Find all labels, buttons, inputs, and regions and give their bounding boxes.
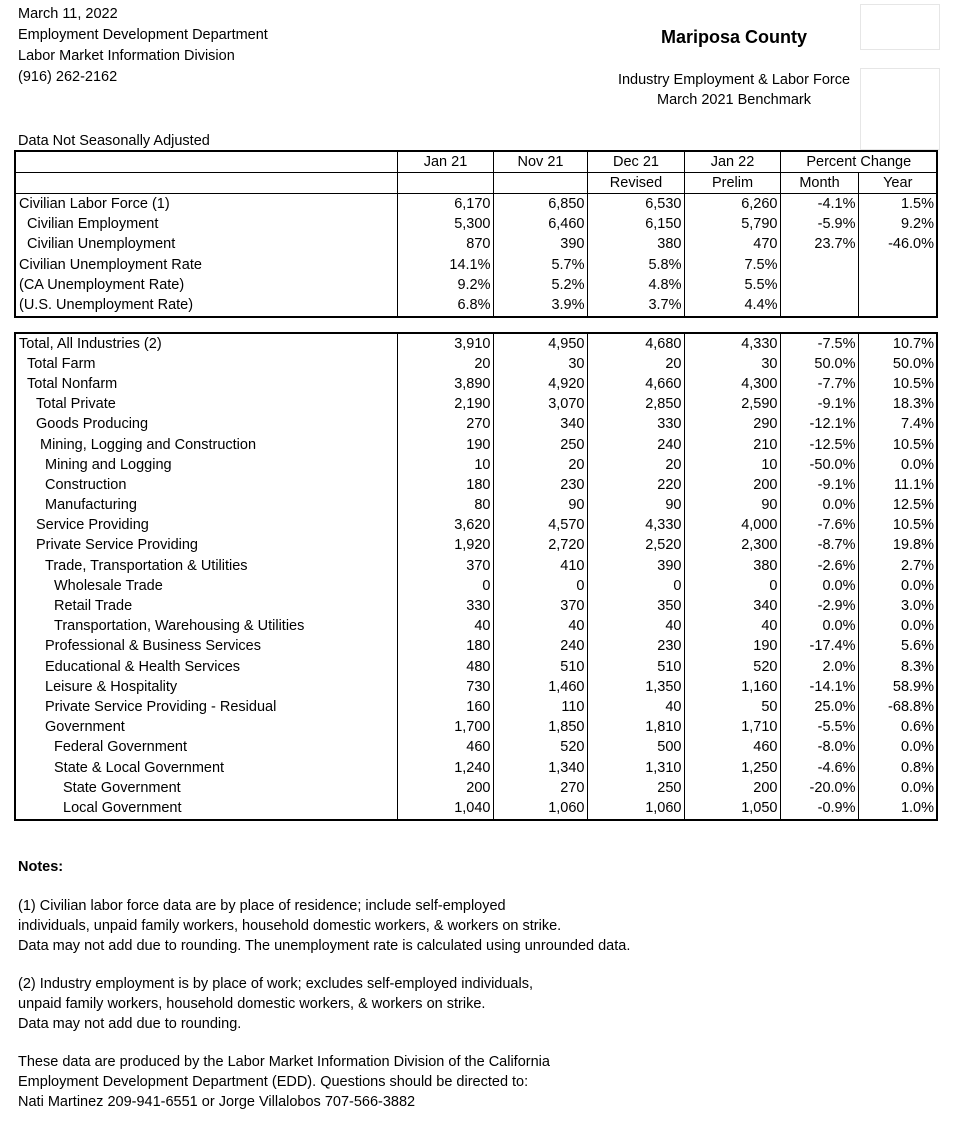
phone-number: (916) 262-2162 xyxy=(18,69,118,85)
row-label: Wholesale Trade xyxy=(15,576,397,596)
cell-year: 8.3% xyxy=(858,657,937,677)
cell-dec21: 4.8% xyxy=(587,275,684,295)
cell-year: 12.5% xyxy=(858,496,937,516)
note-1-line: individuals, unpaid family workers, household domestic workers, & workers on strike. xyxy=(18,918,562,934)
row-label: Manufacturing xyxy=(15,496,397,516)
col-jan21-sub xyxy=(397,173,493,194)
cell-jan22: 90 xyxy=(684,496,780,516)
report-date: March 11, 2022 xyxy=(18,6,118,22)
cell-dec21: 330 xyxy=(587,415,684,435)
col-nov21-sub xyxy=(493,173,587,194)
cell-month: 2.0% xyxy=(780,657,858,677)
row-label: Civilian Unemployment Rate xyxy=(15,255,397,275)
cell-dec21: 380 xyxy=(587,235,684,255)
cell-jan21: 10 xyxy=(397,455,493,475)
labor-force-row xyxy=(15,295,937,316)
cell-jan22: 460 xyxy=(684,738,780,758)
cell-nov21: 4,920 xyxy=(493,374,587,394)
cell-year: 0.0% xyxy=(858,738,937,758)
cell-dec21: 350 xyxy=(587,596,684,616)
cell-year: 50.0% xyxy=(858,354,937,374)
cell-year: 0.8% xyxy=(858,758,937,778)
cell-jan22: 1,710 xyxy=(684,718,780,738)
cell-jan21: 160 xyxy=(397,697,493,717)
industry-row xyxy=(15,516,937,536)
cell-nov21: 1,850 xyxy=(493,718,587,738)
cell-jan22: 290 xyxy=(684,415,780,435)
labor-force-row xyxy=(15,255,937,275)
cell-year: 7.4% xyxy=(858,415,937,435)
cell-year: 1.5% xyxy=(858,194,937,215)
industry-row xyxy=(15,738,937,758)
cell-month: -8.7% xyxy=(780,536,858,556)
cell-jan22: 1,160 xyxy=(684,677,780,697)
cell-nov21: 90 xyxy=(493,496,587,516)
cell-jan22: 470 xyxy=(684,235,780,255)
cell-dec21: 1,350 xyxy=(587,677,684,697)
cell-dec21: 250 xyxy=(587,778,684,798)
cell-month: 50.0% xyxy=(780,354,858,374)
cell-year xyxy=(858,255,937,275)
cell-jan21: 3,620 xyxy=(397,516,493,536)
cell-nov21: 5.7% xyxy=(493,255,587,275)
cell-dec21: 6,530 xyxy=(587,194,684,215)
cell-jan22: 340 xyxy=(684,596,780,616)
cell-jan22: 5,790 xyxy=(684,215,780,235)
county-title: Mariposa County xyxy=(660,27,807,47)
cell-year: 5.6% xyxy=(858,637,937,657)
cell-dec21: 2,850 xyxy=(587,395,684,415)
industry-row xyxy=(15,657,937,677)
cell-jan22: 1,050 xyxy=(684,798,780,819)
cell-month: -12.1% xyxy=(780,415,858,435)
cell-year: 0.0% xyxy=(858,455,937,475)
industry-row xyxy=(15,596,937,616)
cell-jan21: 3,910 xyxy=(397,333,493,354)
cell-month: -7.7% xyxy=(780,374,858,394)
cell-jan21: 190 xyxy=(397,435,493,455)
row-label: Total Nonfarm xyxy=(15,374,397,394)
cell-month: -8.0% xyxy=(780,738,858,758)
cell-jan21: 0 xyxy=(397,576,493,596)
cell-dec21: 4,680 xyxy=(587,333,684,354)
cell-jan21: 20 xyxy=(397,354,493,374)
cell-jan22: 10 xyxy=(684,455,780,475)
agency-header xyxy=(18,4,268,88)
cell-jan21: 5,300 xyxy=(397,215,493,235)
cell-nov21: 240 xyxy=(493,637,587,657)
cell-dec21: 500 xyxy=(587,738,684,758)
notes-title: Notes: xyxy=(18,859,64,875)
col-year: Year xyxy=(858,173,937,194)
industry-row xyxy=(15,475,937,495)
col-jan22-sub: Prelim xyxy=(684,173,780,194)
industry-row xyxy=(15,758,937,778)
industry-row xyxy=(15,395,937,415)
row-label: Federal Government xyxy=(15,738,397,758)
cell-nov21: 370 xyxy=(493,596,587,616)
industry-employment-table xyxy=(14,332,938,821)
cell-jan21: 3,890 xyxy=(397,374,493,394)
note-1-line: Data may not add due to rounding. The unemployment rate is calculated using unrounded data. xyxy=(18,938,631,954)
industry-row xyxy=(15,677,937,697)
cell-dec21: 4,660 xyxy=(587,374,684,394)
cell-jan21: 460 xyxy=(397,738,493,758)
cell-jan22: 4,300 xyxy=(684,374,780,394)
contact-line: These data are produced by the Labor Market Information Division of the California xyxy=(18,1054,550,1070)
cell-year: 10.5% xyxy=(858,435,937,455)
cell-jan21: 870 xyxy=(397,235,493,255)
note-1-line: (1) Civilian labor force data are by place of residence; include self-employed xyxy=(18,898,506,914)
seasonal-adjustment-note: Data Not Seasonally Adjusted xyxy=(18,133,210,149)
cell-month xyxy=(780,295,858,316)
labor-force-row xyxy=(15,215,937,235)
cell-dec21: 20 xyxy=(587,354,684,374)
industry-row xyxy=(15,778,937,798)
industry-row xyxy=(15,798,937,819)
notes-section xyxy=(18,856,938,1112)
cell-month: -14.1% xyxy=(780,677,858,697)
cell-jan21: 1,700 xyxy=(397,718,493,738)
cell-year: 10.5% xyxy=(858,374,937,394)
cell-month: -5.5% xyxy=(780,718,858,738)
cell-jan21: 370 xyxy=(397,556,493,576)
col-dec21-sub: Revised xyxy=(587,173,684,194)
cell-nov21: 40 xyxy=(493,617,587,637)
row-label: Retail Trade xyxy=(15,596,397,616)
col-dec21: Dec 21 xyxy=(587,151,684,173)
cell-jan21: 9.2% xyxy=(397,275,493,295)
cell-year: 58.9% xyxy=(858,677,937,697)
cell-jan22: 1,250 xyxy=(684,758,780,778)
cell-jan21: 180 xyxy=(397,475,493,495)
cell-jan21: 6.8% xyxy=(397,295,493,316)
cell-dec21: 390 xyxy=(587,556,684,576)
cell-jan22: 200 xyxy=(684,475,780,495)
cell-month: -12.5% xyxy=(780,435,858,455)
cell-jan22: 4,330 xyxy=(684,333,780,354)
cell-jan22: 2,590 xyxy=(684,395,780,415)
cell-dec21: 220 xyxy=(587,475,684,495)
industry-row xyxy=(15,617,937,637)
cell-year: -68.8% xyxy=(858,697,937,717)
cell-jan22: 210 xyxy=(684,435,780,455)
note-1 xyxy=(18,896,938,956)
labor-force-row xyxy=(15,275,937,295)
cell-month: -0.9% xyxy=(780,798,858,819)
contact-line: Nati Martinez 209-941-6551 or Jorge Villalobos 707-566-3882 xyxy=(18,1094,416,1110)
industry-row xyxy=(15,496,937,516)
cell-month: -20.0% xyxy=(780,778,858,798)
cell-nov21: 30 xyxy=(493,354,587,374)
contact-info xyxy=(18,1052,938,1112)
cell-month: -50.0% xyxy=(780,455,858,475)
cell-year: 0.0% xyxy=(858,617,937,637)
cell-jan21: 1,040 xyxy=(397,798,493,819)
row-label: Local Government xyxy=(15,798,397,819)
row-label: Professional & Business Services xyxy=(15,637,397,657)
col-jan21: Jan 21 xyxy=(397,151,493,173)
industry-row xyxy=(15,718,937,738)
row-label: Private Service Providing - Residual xyxy=(15,697,397,717)
cell-year: 0.0% xyxy=(858,576,937,596)
cell-dec21: 1,310 xyxy=(587,758,684,778)
row-label: Trade, Transportation & Utilities xyxy=(15,556,397,576)
contact-line: Employment Development Department (EDD). Questions should be directed to: xyxy=(18,1074,529,1090)
cell-jan22: 7.5% xyxy=(684,255,780,275)
industry-row xyxy=(15,354,937,374)
cell-year: 10.7% xyxy=(858,333,937,354)
row-label: Educational & Health Services xyxy=(15,657,397,677)
cell-jan22: 6,260 xyxy=(684,194,780,215)
cell-nov21: 340 xyxy=(493,415,587,435)
cell-year: 0.0% xyxy=(858,778,937,798)
row-label: Private Service Providing xyxy=(15,536,397,556)
note-2-line: (2) Industry employment is by place of work; excludes self-employed individuals, xyxy=(18,976,533,992)
industry-row xyxy=(15,637,937,657)
cell-nov21: 390 xyxy=(493,235,587,255)
cell-month: -2.6% xyxy=(780,556,858,576)
cell-year xyxy=(858,295,937,316)
labor-force-row xyxy=(15,194,937,215)
row-label: Total Farm xyxy=(15,354,397,374)
cell-month xyxy=(780,255,858,275)
cell-year: 1.0% xyxy=(858,798,937,819)
cell-jan21: 80 xyxy=(397,496,493,516)
row-label: Construction xyxy=(15,475,397,495)
cell-dec21: 510 xyxy=(587,657,684,677)
cell-jan22: 4.4% xyxy=(684,295,780,316)
cell-jan21: 14.1% xyxy=(397,255,493,275)
row-label: Civilian Labor Force (1) xyxy=(15,194,397,215)
report-title: Industry Employment & Labor Force xyxy=(617,72,851,88)
cell-month: -5.9% xyxy=(780,215,858,235)
industry-row xyxy=(15,435,937,455)
row-label: (CA Unemployment Rate) xyxy=(15,275,397,295)
note-2-line: Data may not add due to rounding. xyxy=(18,1016,242,1032)
industry-row xyxy=(15,333,937,354)
cell-month: -2.9% xyxy=(780,596,858,616)
cell-dec21: 3.7% xyxy=(587,295,684,316)
cell-jan21: 200 xyxy=(397,778,493,798)
header-blank xyxy=(15,151,397,173)
cell-dec21: 4,330 xyxy=(587,516,684,536)
column-header-row xyxy=(15,151,937,173)
cell-month xyxy=(780,275,858,295)
cell-nov21: 4,570 xyxy=(493,516,587,536)
row-label: (U.S. Unemployment Rate) xyxy=(15,295,397,316)
industry-row xyxy=(15,455,937,475)
cell-dec21: 230 xyxy=(587,637,684,657)
cell-jan21: 180 xyxy=(397,637,493,657)
cell-nov21: 270 xyxy=(493,778,587,798)
row-label: Mining and Logging xyxy=(15,455,397,475)
cell-dec21: 20 xyxy=(587,455,684,475)
industry-row xyxy=(15,415,937,435)
cell-jan22: 30 xyxy=(684,354,780,374)
row-label: Total Private xyxy=(15,395,397,415)
cell-nov21: 1,060 xyxy=(493,798,587,819)
row-label: Leisure & Hospitality xyxy=(15,677,397,697)
cell-nov21: 4,950 xyxy=(493,333,587,354)
cell-jan21: 40 xyxy=(397,617,493,637)
cell-month: 0.0% xyxy=(780,617,858,637)
cell-nov21: 1,340 xyxy=(493,758,587,778)
row-label: Service Providing xyxy=(15,516,397,536)
row-label: State Government xyxy=(15,778,397,798)
col-jan22: Jan 22 xyxy=(684,151,780,173)
cell-year: 3.0% xyxy=(858,596,937,616)
cell-jan22: 190 xyxy=(684,637,780,657)
labor-force-row xyxy=(15,235,937,255)
cell-jan22: 4,000 xyxy=(684,516,780,536)
cell-year: -46.0% xyxy=(858,235,937,255)
labor-force-table xyxy=(14,150,938,318)
benchmark-label: March 2021 Benchmark xyxy=(657,92,811,108)
industry-row xyxy=(15,697,937,717)
row-label: State & Local Government xyxy=(15,758,397,778)
cell-nov21: 410 xyxy=(493,556,587,576)
cell-dec21: 1,810 xyxy=(587,718,684,738)
cell-month: 23.7% xyxy=(780,235,858,255)
col-percent-change: Percent Change xyxy=(780,151,937,173)
cell-nov21: 6,460 xyxy=(493,215,587,235)
cell-jan21: 330 xyxy=(397,596,493,616)
cell-nov21: 250 xyxy=(493,435,587,455)
cell-dec21: 40 xyxy=(587,617,684,637)
cell-month: 25.0% xyxy=(780,697,858,717)
cell-jan21: 1,920 xyxy=(397,536,493,556)
cell-month: -9.1% xyxy=(780,475,858,495)
cell-dec21: 5.8% xyxy=(587,255,684,275)
cell-month: -7.5% xyxy=(780,333,858,354)
cell-nov21: 230 xyxy=(493,475,587,495)
cell-jan22: 380 xyxy=(684,556,780,576)
note-2 xyxy=(18,974,938,1034)
cell-nov21: 3,070 xyxy=(493,395,587,415)
cell-nov21: 3.9% xyxy=(493,295,587,316)
cell-jan22: 0 xyxy=(684,576,780,596)
cell-year: 10.5% xyxy=(858,516,937,536)
cell-nov21: 510 xyxy=(493,657,587,677)
industry-row xyxy=(15,374,937,394)
cell-year: 18.3% xyxy=(858,395,937,415)
cell-jan22: 40 xyxy=(684,617,780,637)
cell-year: 11.1% xyxy=(858,475,937,495)
cell-jan21: 6,170 xyxy=(397,194,493,215)
cell-jan21: 1,240 xyxy=(397,758,493,778)
division-name: Labor Market Information Division xyxy=(18,48,235,64)
cell-jan22: 2,300 xyxy=(684,536,780,556)
industry-row xyxy=(15,556,937,576)
cell-month: -4.1% xyxy=(780,194,858,215)
cell-nov21: 1,460 xyxy=(493,677,587,697)
cell-dec21: 240 xyxy=(587,435,684,455)
cell-nov21: 20 xyxy=(493,455,587,475)
cell-month: -17.4% xyxy=(780,637,858,657)
cell-nov21: 0 xyxy=(493,576,587,596)
row-label: Mining, Logging and Construction xyxy=(15,435,397,455)
cell-dec21: 90 xyxy=(587,496,684,516)
cell-month: -7.6% xyxy=(780,516,858,536)
row-label: Total, All Industries (2) xyxy=(15,333,397,354)
row-label: Government xyxy=(15,718,397,738)
cell-nov21: 520 xyxy=(493,738,587,758)
subheader-blank xyxy=(15,173,397,194)
cell-nov21: 2,720 xyxy=(493,536,587,556)
cell-year: 19.8% xyxy=(858,536,937,556)
cell-dec21: 40 xyxy=(587,697,684,717)
col-nov21: Nov 21 xyxy=(493,151,587,173)
cell-month: -4.6% xyxy=(780,758,858,778)
row-label: Civilian Employment xyxy=(15,215,397,235)
column-subheader-row xyxy=(15,173,937,194)
report-subtitle xyxy=(584,70,884,110)
cell-year xyxy=(858,275,937,295)
cell-jan21: 270 xyxy=(397,415,493,435)
cell-year: 2.7% xyxy=(858,556,937,576)
cell-jan22: 200 xyxy=(684,778,780,798)
row-label: Civilian Unemployment xyxy=(15,235,397,255)
cell-month: 0.0% xyxy=(780,496,858,516)
cell-month: -9.1% xyxy=(780,395,858,415)
row-label: Goods Producing xyxy=(15,415,397,435)
cell-jan21: 730 xyxy=(397,677,493,697)
industry-row xyxy=(15,536,937,556)
note-2-line: unpaid family workers, household domestic workers, & workers on strike. xyxy=(18,996,486,1012)
cell-dec21: 1,060 xyxy=(587,798,684,819)
col-month: Month xyxy=(780,173,858,194)
department-name: Employment Development Department xyxy=(18,27,268,43)
row-label: Transportation, Warehousing & Utilities xyxy=(15,617,397,637)
cell-dec21: 2,520 xyxy=(587,536,684,556)
cell-month: 0.0% xyxy=(780,576,858,596)
cell-jan22: 520 xyxy=(684,657,780,677)
cell-dec21: 6,150 xyxy=(587,215,684,235)
cell-nov21: 110 xyxy=(493,697,587,717)
cell-nov21: 5.2% xyxy=(493,275,587,295)
cell-jan21: 480 xyxy=(397,657,493,677)
cell-jan22: 5.5% xyxy=(684,275,780,295)
cell-dec21: 0 xyxy=(587,576,684,596)
cell-nov21: 6,850 xyxy=(493,194,587,215)
cell-jan21: 2,190 xyxy=(397,395,493,415)
industry-row xyxy=(15,576,937,596)
cell-year: 9.2% xyxy=(858,215,937,235)
cell-jan22: 50 xyxy=(684,697,780,717)
cell-year: 0.6% xyxy=(858,718,937,738)
